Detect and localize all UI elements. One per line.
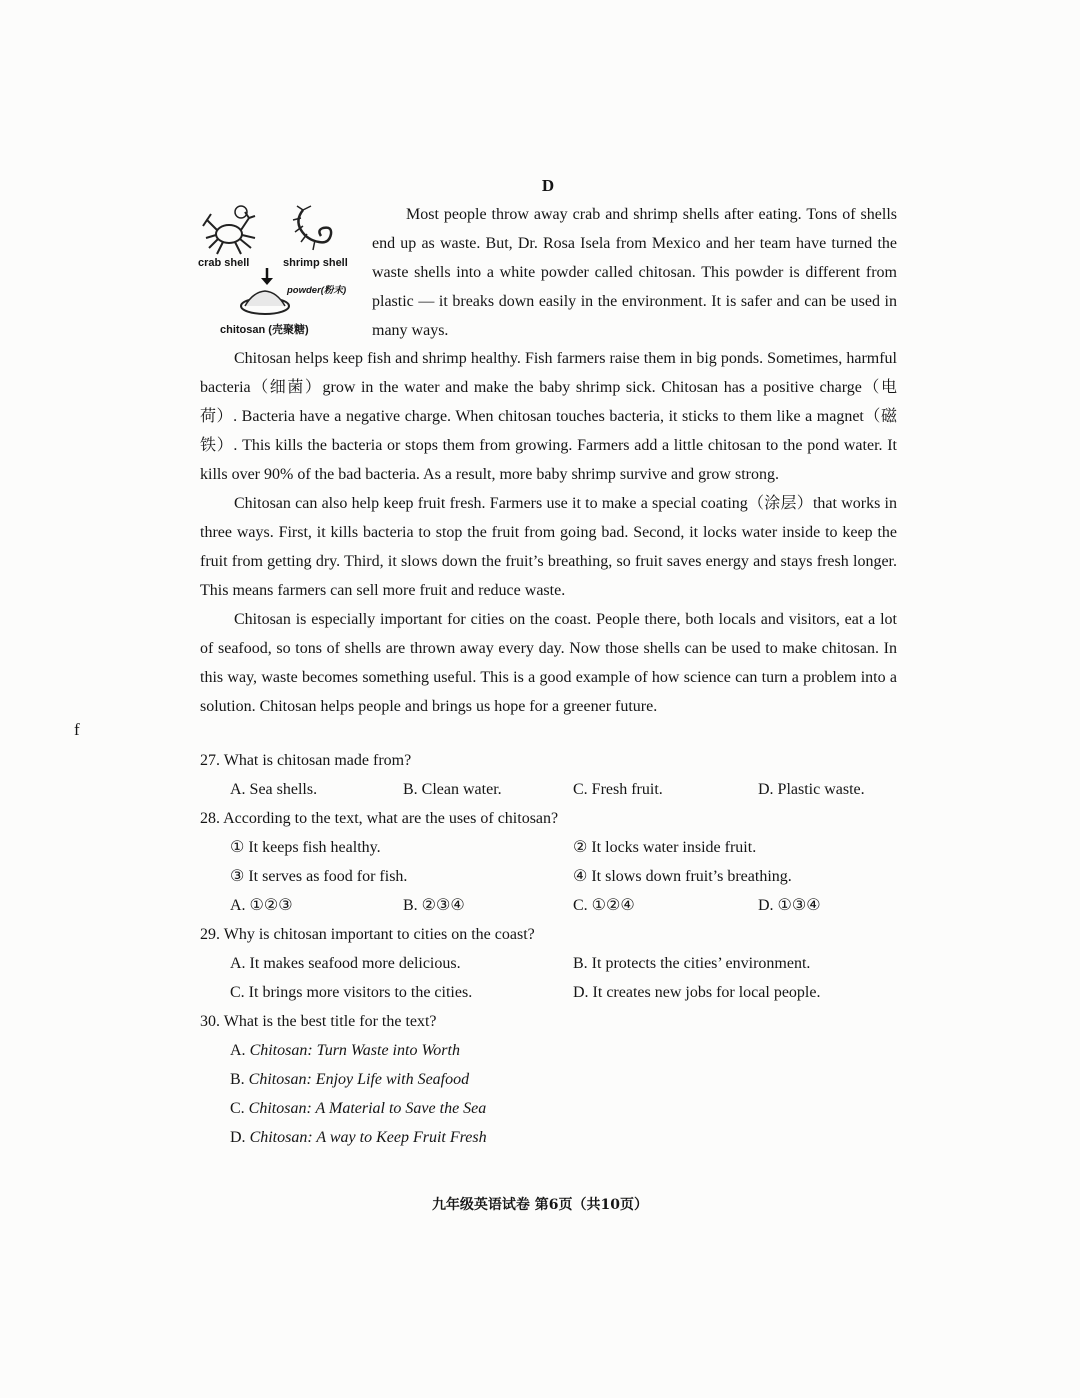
option	[200, 1123, 900, 1152]
option	[200, 1036, 900, 1065]
shrimp-shell-drawing	[291, 204, 341, 254]
option-title: Chitosan: Enjoy Life with Seafood	[248, 1071, 470, 1088]
option: C. It brings more visitors to the cities.	[230, 984, 473, 1001]
question-28-options	[200, 891, 900, 920]
crab-shell-label: crab shell	[198, 257, 250, 269]
option	[200, 1094, 900, 1123]
section-letter: D	[541, 176, 555, 195]
option: B. Clean water.	[403, 781, 502, 798]
paragraph: Chitosan can also help keep fruit fresh. Farmers use it to make a special coating（涂层）that works in three ways. First, it kills bacteria to stop the fruit from going bad. Second, it locks water inside to keep the fruit from getting dry. Third, it slows down the fruit’s breathing, so fruit saves energy and stays fresh longer. This means farmers can sell more fruit and reduce waste.	[200, 495, 897, 599]
option: A. It makes seafood more delicious.	[230, 955, 461, 972]
chitosan-label: chitosan (壳聚糖)	[220, 324, 309, 336]
statement: ④ It slows down fruit’s breathing.	[573, 868, 792, 885]
crab-shell-drawing	[201, 204, 261, 259]
question-27-stem: 27. What is chitosan made from?	[200, 752, 412, 769]
statement: ② It locks water inside fruit.	[573, 839, 757, 856]
article-body	[200, 344, 897, 721]
option: D. It creates new jobs for local people.	[573, 984, 821, 1001]
option: D. ①③④	[758, 897, 821, 914]
option-letter: C.	[230, 1100, 245, 1117]
question-30-stem: 30. What is the best title for the text?	[200, 1013, 437, 1030]
option-title: Chitosan: Turn Waste into Worth	[249, 1042, 460, 1059]
option: A. ①②③	[230, 897, 293, 914]
option: C. Fresh fruit.	[573, 781, 663, 798]
question-list	[200, 746, 900, 1152]
option: A. Sea shells.	[230, 781, 318, 798]
statement: ③ It serves as food for fish.	[230, 868, 408, 885]
paragraph: Chitosan is especially important for cities on the coast. People there, both locals and visitors, eat a lot of seafood, so tons of shells are thrown away every day. Now those shells can be used to make chitosan. In this way, waste becomes something useful. This is a good example of how science can turn a problem into a solution. Chitosan helps people and brings us hope for a greener future.	[200, 611, 897, 715]
option-title: Chitosan: A way to Keep Fruit Fresh	[249, 1129, 487, 1146]
option: B. It protects the cities’ environment.	[573, 955, 811, 972]
stray-mark: f	[74, 720, 80, 739]
statement: ① It keeps fish healthy.	[230, 839, 381, 856]
option-letter: D.	[230, 1129, 246, 1146]
question-29-options	[200, 978, 900, 1007]
arrow-down-icon	[260, 268, 274, 286]
question-28-stem: 28. According to the text, what are the uses of chitosan?	[200, 810, 559, 827]
intro-paragraph	[372, 200, 897, 345]
option: C. ①②④	[573, 897, 635, 914]
chitosan-figure	[195, 200, 365, 340]
option: B. ②③④	[403, 897, 465, 914]
option-title: Chitosan: A Material to Save the Sea	[248, 1100, 487, 1117]
question-29-options	[200, 949, 900, 978]
option-letter: B.	[230, 1071, 245, 1088]
paragraph: Chitosan helps keep fish and shrimp healthy. Fish farmers raise them in big ponds. Sometimes, harmful bacteria（细菌）grow in the water and make the baby shrimp sick. Chitosan has a positive charge（电荷）. Bacteria have a negative charge. When chitosan touches bacteria, it sticks to them like a magnet（磁铁）. This kills the bacteria or stops them from growing. Farmers add a little chitosan to the pond water. It kills over 90% of the bad bacteria. As a result, more baby shrimp survive and grow strong.	[200, 350, 897, 483]
option: D. Plastic waste.	[758, 781, 865, 798]
question-29-stem: 29. Why is chitosan important to cities on the coast?	[200, 926, 535, 943]
question-28-statements	[200, 862, 900, 891]
paragraph: Most people throw away crab and shrimp shells after eating. Tons of shells end up as waste. But, Dr. Rosa Isela from Mexico and her team have turned the waste shells into a white powder called chitosan. This powder is different from plastic — it breaks down easily in the environment. It is safer and can be used in many ways.	[372, 206, 897, 339]
powder-label: powder(粉末)	[287, 285, 347, 296]
shrimp-shell-label: shrimp shell	[283, 257, 348, 269]
powder-pile-drawing	[239, 286, 291, 316]
page-footer: 九年级英语试卷 第6页（共10页）	[431, 1197, 649, 1213]
question-28-statements	[200, 833, 900, 862]
question-27-options	[200, 775, 900, 804]
option-letter: A.	[230, 1042, 246, 1059]
option	[200, 1065, 900, 1094]
